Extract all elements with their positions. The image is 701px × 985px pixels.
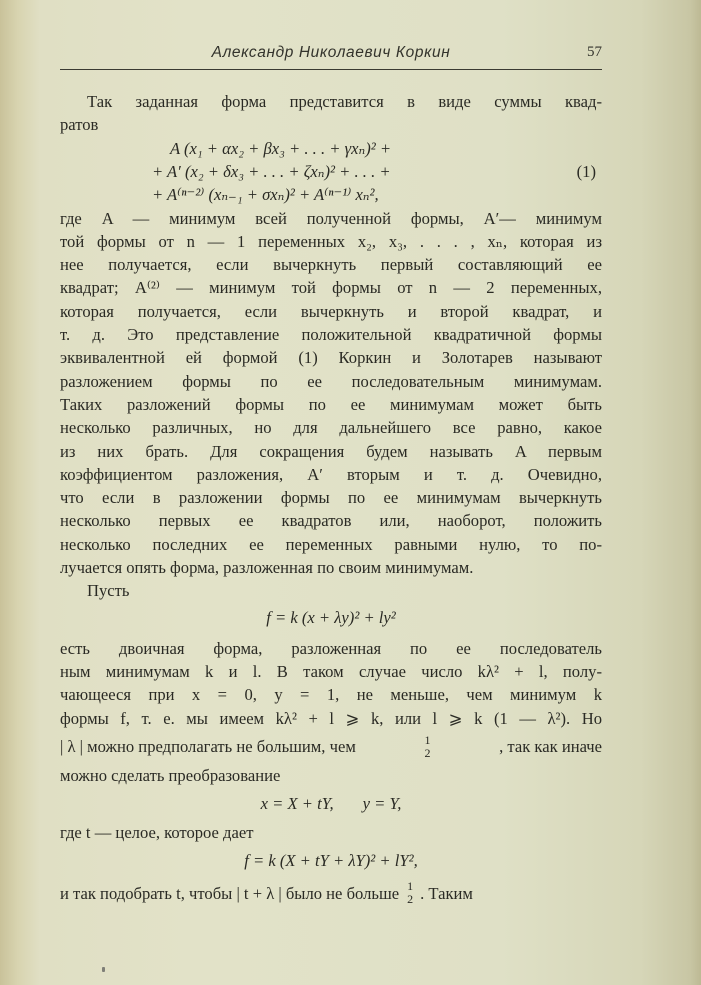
fraction-denominator: 2 (424, 745, 431, 760)
text-line: коэффициентом разложения, A′ вторым и т. д. Очевидно, (60, 464, 602, 484)
text-line: ным минимумам k и l. В таком случае число kλ² + l, полу- (60, 661, 602, 681)
text-line: т. д. Это представление положительной квадратичной формы (60, 325, 602, 345)
text-line: лучается опять форма, разложенная по своим минимумам. (60, 558, 474, 578)
text-line-with-fraction (60, 730, 602, 764)
text-line: той формы от n — 1 переменных x₂, x₃, . . . , xₙ, которая из (60, 231, 602, 251)
text-line: несколько первых ее квадратов или, наоборот, положить (60, 511, 602, 531)
text-line: нее получается, если вычеркнуть первый составляющий ее (60, 255, 602, 275)
text-line: можно сделать преобразование (60, 765, 281, 785)
fraction-numerator: 1 (424, 732, 431, 747)
fraction-one-half (424, 734, 430, 760)
paragraph-binary-form (60, 637, 602, 787)
text-line: где t — целое, которое дает (60, 823, 254, 843)
fraction-numerator: 1 (407, 879, 414, 894)
text-line: есть двоичная форма, разложенная по ее последователь (60, 638, 602, 658)
text-line-let: Пусть (87, 581, 130, 601)
text-line: которая получается, если вычеркнуть и второй квадрат, и (60, 301, 602, 321)
text-line: ратов (60, 115, 99, 135)
formula-1-line-1: A (x₁ + αx₂ + βx₃ + . . . + γxₙ)² + (170, 138, 392, 158)
paragraph-definitions (60, 207, 602, 580)
formula-1-line-2: + A′ (x₂ + δx₃ + . . . + ζxₙ)² + . . . + (152, 161, 391, 181)
text-segment: . Таким (420, 883, 473, 903)
text-line: эквивалентной ей формой (1) Коркин и Золотарев называют (60, 348, 602, 368)
text-segment: , так как иначе (499, 737, 602, 757)
text-line: несколько последних ее переменных равными нулю, то по- (60, 534, 602, 554)
text-segment: | λ | можно предполагать не большим, чем (60, 737, 356, 757)
page-header (60, 42, 602, 64)
text-line: что если в разложении формы по ее минимумам вычеркнуть (60, 488, 602, 508)
fraction-denominator: 2 (407, 892, 414, 907)
body-text (60, 90, 602, 908)
formula-3: x = X + tY, y = Y, (260, 794, 402, 814)
text-line: где A — минимум всей полученной формы, A′— минимум (60, 208, 602, 228)
formula-2: f = k (x + λy)² + ly² (266, 607, 396, 627)
page-number: 57 (587, 44, 602, 60)
formula-4: f = k (X + tY + λY)² + lY², (244, 851, 418, 871)
equation-number: (1) (576, 161, 596, 181)
fraction-one-half (407, 880, 413, 906)
text-line: разложением формы по ее последовательным минимумам. (60, 371, 602, 391)
text-line-with-fraction (60, 878, 602, 908)
running-title: Александр Николаевич Коркин (211, 44, 451, 61)
header-rule (60, 69, 602, 70)
text-line: квадрат; A⁽²⁾ — минимум той формы от n — 2 переменных, (60, 278, 602, 298)
formula-1-line-3: + A⁽ⁿ⁻²⁾ (xₙ₋₁ + σxₙ)² + A⁽ⁿ⁻¹⁾ xₙ², (152, 184, 379, 204)
text-line: формы f, т. е. мы имеем kλ² + l ⩾ k, или l ⩾ k (1 — λ²). Но (60, 708, 602, 728)
formula-1 (60, 137, 602, 207)
paragraph-intro (60, 90, 602, 137)
text-line: чающееся при x = 0, y = 1, не меньше, чем минимум k (60, 685, 602, 705)
text-line: Таких разложений формы по ее минимумам может быть (60, 394, 602, 414)
text-segment: и так подобрать t, чтобы | t + λ | было не больше (60, 883, 400, 903)
text-line: несколько различных, но для дальнейшего все равно, какое (60, 418, 602, 438)
text-line: из них брать. Для сокращения будем называть A первым (60, 441, 602, 461)
page-speck (102, 967, 105, 972)
text-line: Так заданная форма представится в виде суммы квад- (87, 92, 602, 111)
